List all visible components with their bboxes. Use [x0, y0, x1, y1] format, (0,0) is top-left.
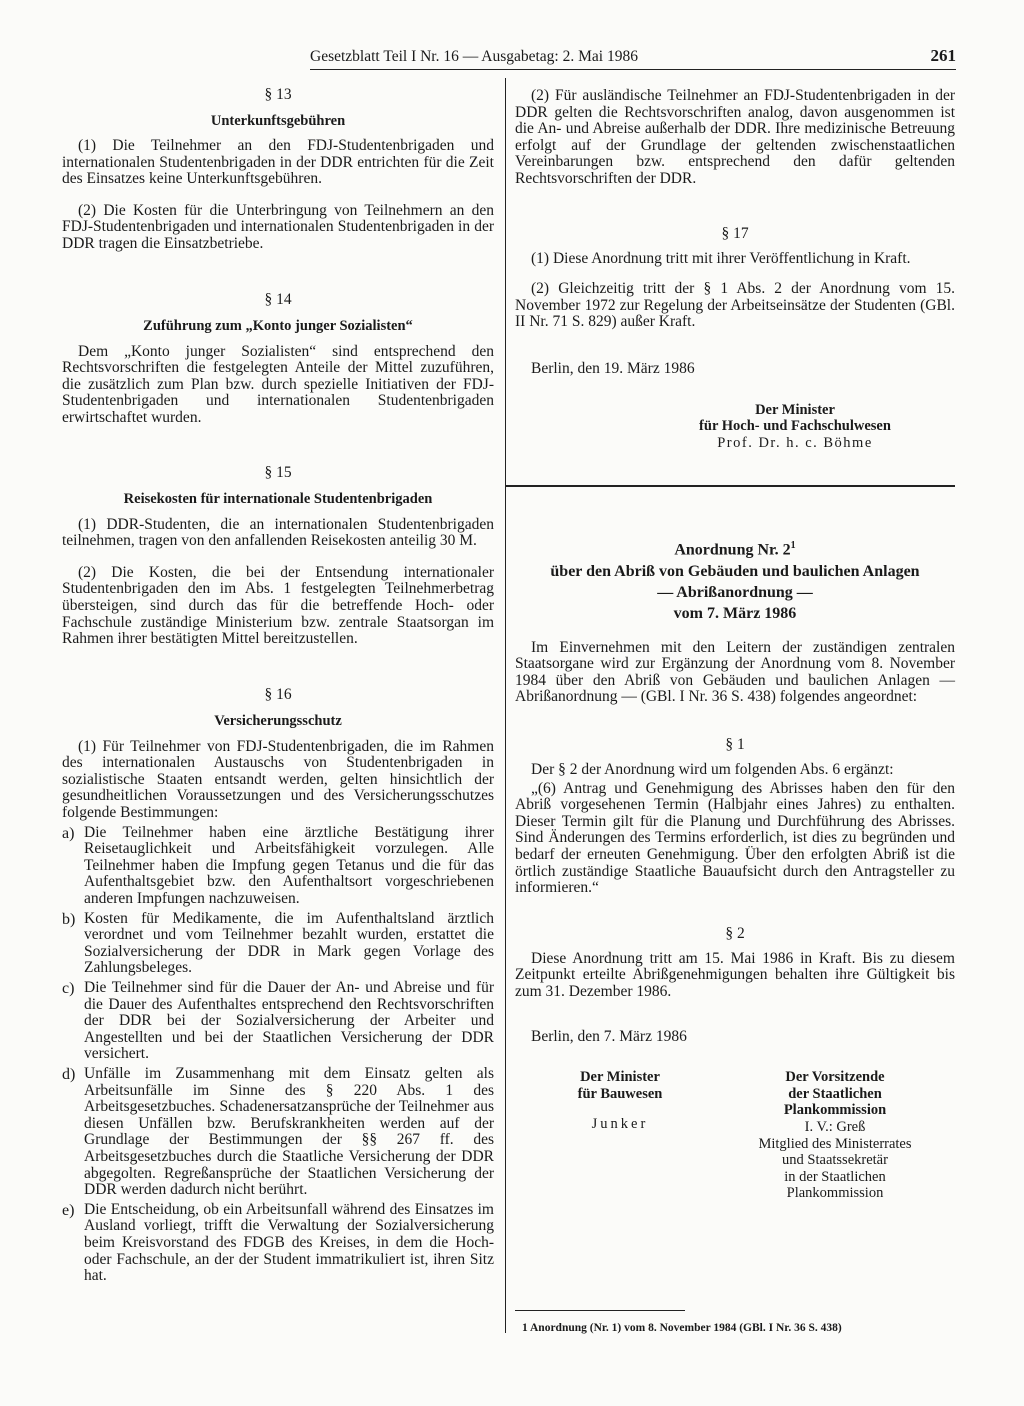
paragraph: „(6) Antrag und Genehmigung des Abrisses haben den für den Abriß vorgesehenen Termin (Halbjahr eines Jahres) zu enthalten. Dieser Termin gilt für die Planung und Durchführung des Abrisses. Sind Änderungen des Termins erforderlich, ist dies zu begründen und bedarf der erneuten Genehmigung. Über den erfolgten Abriß ist die örtlich zuständige Staatliche Bauaufsicht durch den Antragsteller zu informieren.“ [515, 779, 955, 897]
document-title [515, 535, 955, 560]
section-title: Versicherungsschutz [214, 712, 342, 729]
document-heading [515, 535, 955, 623]
list-marker: a) [62, 824, 75, 842]
section-title: Unterkunftsgebühren [210, 113, 346, 129]
document-date: vom 7. März 1986 [673, 604, 797, 622]
list-item-text: Die Teilnehmer haben eine ärztliche Bestätigung ihrer Reisetauglichkeit und Arbeitsfähigkeit vorzulegen. Alle Teilnehmer haben die Impfung gegen Tetanus und die für das Aufenthaltsgebiet bzw. den Aufenthaltsort vorgeschriebenen anderen Impfungen nachzuweisen. [84, 823, 494, 908]
paragraph: (2) Gleichzeitig tritt der § 1 Abs. 2 der Anordnung vom 15. November 1972 zur Regelung der Arbeitseinsätze der Studenten (GBl. II Nr. 71 S. 829) außer Kraft. [515, 280, 955, 331]
list-item-text: Die Entscheidung, ob ein Arbeitsunfall während des Einsatzes im Ausland vorliegt, trifft die Verwaltung der Sozialversicherung beim Kreisvorstand des FDGB des Kreises, in dem die Hoch- oder Fachschule, an der der Student immatrikuliert ist, ihren Sitz hat. [84, 1200, 494, 1285]
section-divider [505, 485, 955, 487]
right-column [515, 82, 955, 1209]
signature-role: und Staatssekretär [782, 1152, 888, 1169]
paragraph: Der § 2 der Anordnung wird um folgenden Abs. 6 ergänzt: [531, 761, 894, 779]
signature-block [635, 402, 955, 452]
paragraph: (1) Diese Anordnung tritt mit ihrer Veröffentlichung in Kraft. [531, 249, 911, 267]
list-marker: e) [62, 1201, 75, 1219]
signature-role: Mitglied des Ministerrates [758, 1135, 912, 1152]
footnote-ref: 1 [790, 540, 796, 552]
document-subtitle: über den Abriß von Gebäuden und baulichen Anlagen [550, 562, 920, 580]
footnote: 1 Anordnung (Nr. 1) vom 8. November 1984 (GBl. I Nr. 36 S. 438) [522, 1322, 842, 1334]
paragraph: (1) Für Teilnehmer von FDJ-Studentenbrigaden, die im Rahmen des internationalen Austauschs von Studentenbrigaden in sozialistische Staaten entsandt werden, gelten hinsichtlich der gesundheitlichen Voraussetzungen und des Versicherungsschutzes folgende Bestimmungen: [62, 737, 494, 822]
list-item-text: Unfälle im Zusammenhang mit dem Einsatz gelten als Arbeitsunfälle im Sinne des § 220 Abs. 1 des Arbeitsgesetzbuches. Schadenersatzansprüche der Teilnehmer aus diesen Unfällen bzw. Berufskrankheiten werden auf der Grundlage der Bestimmungen der §§ 267 ff. des Arbeitsgesetzbuches durch die Staatliche Versicherung der DDR abgegolten. Regreßansprüche der Staatlichen Versicherung der DDR werden dadurch nicht berührt. [84, 1064, 494, 1199]
list-item [62, 1066, 494, 1199]
section-number: § 13 [264, 86, 292, 103]
signature-name: Prof. Dr. h. c. Böhme [717, 434, 873, 451]
left-column [62, 82, 494, 1285]
section-number: § 17 [721, 224, 749, 242]
list-item [62, 1202, 494, 1285]
place-date: Berlin, den 7. März 1986 [531, 1027, 687, 1045]
header-title: Gesetzblatt Teil I Nr. 16 — Ausgabetag: 2. Mai 1986 [310, 48, 638, 65]
column-divider [505, 78, 506, 1333]
paragraph: (2) Für ausländische Teilnehmer an FDJ-Studentenbrigaden in der DDR gelten die Rechtsvorschriften analog, davon ausgenommen ist die An- und Abreise außerhalb der DDR. Ihre medizinische Betreuung erfolgt auf der Grundlage der geltenden zwischenstaatlichen Vereinbarungen bzw. entsprechend den dafür geltenden Rechtsvorschriften der DDR. [515, 87, 955, 187]
paragraph: (1) DDR-Studenten, die an internationalen Studentenbrigaden teilnehmen, tragen von den anfallenden Reisekosten anteilig 30 M. [62, 515, 494, 550]
document-short-title: — Abrißanordnung — [657, 583, 813, 601]
section-number: § 1 [725, 736, 745, 754]
paragraph: (1) Die Teilnehmer an den FDJ-Studentenbrigaden und internationalen Studentenbrigaden in der DDR entrichten für die Zeit des Einsatzes keine Unterkunftsgebühren. [62, 137, 494, 188]
list-item-text: Die Teilnehmer sind für die Dauer der An- und Abreise und für die Dauer des Aufenthaltes entsprechend den Rechtsvorschriften der DDR bei der Sozialversicherung der Arbeiter und Angestellten und bei der Staatlichen Versicherung der DDR versichert. [84, 979, 494, 1063]
signature-title: Der Vorsitzende [785, 1069, 885, 1086]
list-item [62, 825, 494, 908]
list-marker: c) [62, 980, 75, 997]
section-number: § 16 [264, 685, 292, 703]
list-item [62, 980, 494, 1063]
section-title: Zuführung zum „Konto junger Sozialisten“ [143, 317, 413, 334]
signature-block-right [735, 1069, 935, 1202]
signature-title: Der Minister [580, 1069, 660, 1086]
signature-role: in der Staatlichen [784, 1168, 886, 1185]
signatures-row [515, 1069, 955, 1209]
signature-title: für Hoch- und Fachschulwesen [699, 418, 891, 435]
page-header [310, 44, 956, 70]
signature-title: Plankommission [783, 1102, 887, 1119]
list-marker: b) [62, 910, 76, 928]
section-number: § 15 [264, 463, 292, 481]
paragraph: (2) Die Kosten, die bei der Entsendung internationaler Studentenbrigaden den im Abs. 1 festgelegten Teilnehmerbetrag übersteigen, sind durch das für die betreffende Hoch- oder Fachschule zuständige Ministerium bzw. zentrale Staatsorgan im Rahmen ihrer bestätigten Mittel bereitzustellen. [62, 563, 494, 648]
paragraph: Im Einvernehmen mit den Leitern der zuständigen zentralen Staatsorgane wird zur Ergänzung der Anordnung vom 8. November 1984 über den Abriß von Gebäuden und baulichen Anlagen — Abrißanordnung — (GBl. I Nr. 36 S. 438) folgendes angeordnet: [515, 638, 955, 706]
document-title-text: Anordnung Nr. 2 [674, 541, 791, 559]
section-number: § 2 [725, 924, 745, 942]
page-number: 261 [930, 46, 956, 65]
paragraph: Diese Anordnung tritt am 15. Mai 1986 in Kraft. Bis zu diesem Zeitpunkt erteilte Abrißgenehmigungen behalten ihre Gültigkeit bis zum 31. Dezember 1986. [515, 949, 955, 1000]
footnote-rule [515, 1310, 685, 1311]
list-item [62, 911, 494, 977]
header-rule [310, 69, 956, 70]
section-title: Reisekosten für internationale Studentenbrigaden [123, 490, 433, 507]
signature-role: Plankommission [786, 1185, 884, 1202]
signature-title: Der Minister [755, 401, 835, 418]
paragraph: (2) Die Kosten für die Unterbringung von Teilnehmern an den FDJ-Studentenbrigaden und internationalen Studentenbrigaden in der DDR tragen die Einsatzbetriebe. [62, 201, 494, 252]
list-marker: d) [62, 1065, 76, 1083]
signature-name: I. V.: Greß [804, 1118, 866, 1135]
place-date: Berlin, den 19. März 1986 [531, 359, 695, 377]
signature-title: der Staatlichen [788, 1085, 882, 1102]
signature-block-left [545, 1069, 695, 1133]
signature-name: Junker [591, 1116, 649, 1133]
paragraph: Dem „Konto junger Sozialisten“ sind entsprechend den Rechtsvorschriften die festgelegten Anteile der Mittel zuzuführen, die zusätzlich zum Plan bzw. durch spezielle Initiativen der FDJ-Studentenbrigaden und internationalen Studentenbrigaden erwirtschaftet wurden. [62, 342, 494, 426]
signature-title: für Bauwesen [577, 1085, 663, 1102]
section-number: § 14 [264, 290, 292, 308]
list-item-text: Kosten für Medikamente, die im Aufenthaltsland ärztlich verordnet und vom Teilnehmer bezahlt wurden, erstattet die Sozialversicherung der DDR in Mark gegen Vorlage des Zahlungsbeleges. [84, 909, 494, 977]
